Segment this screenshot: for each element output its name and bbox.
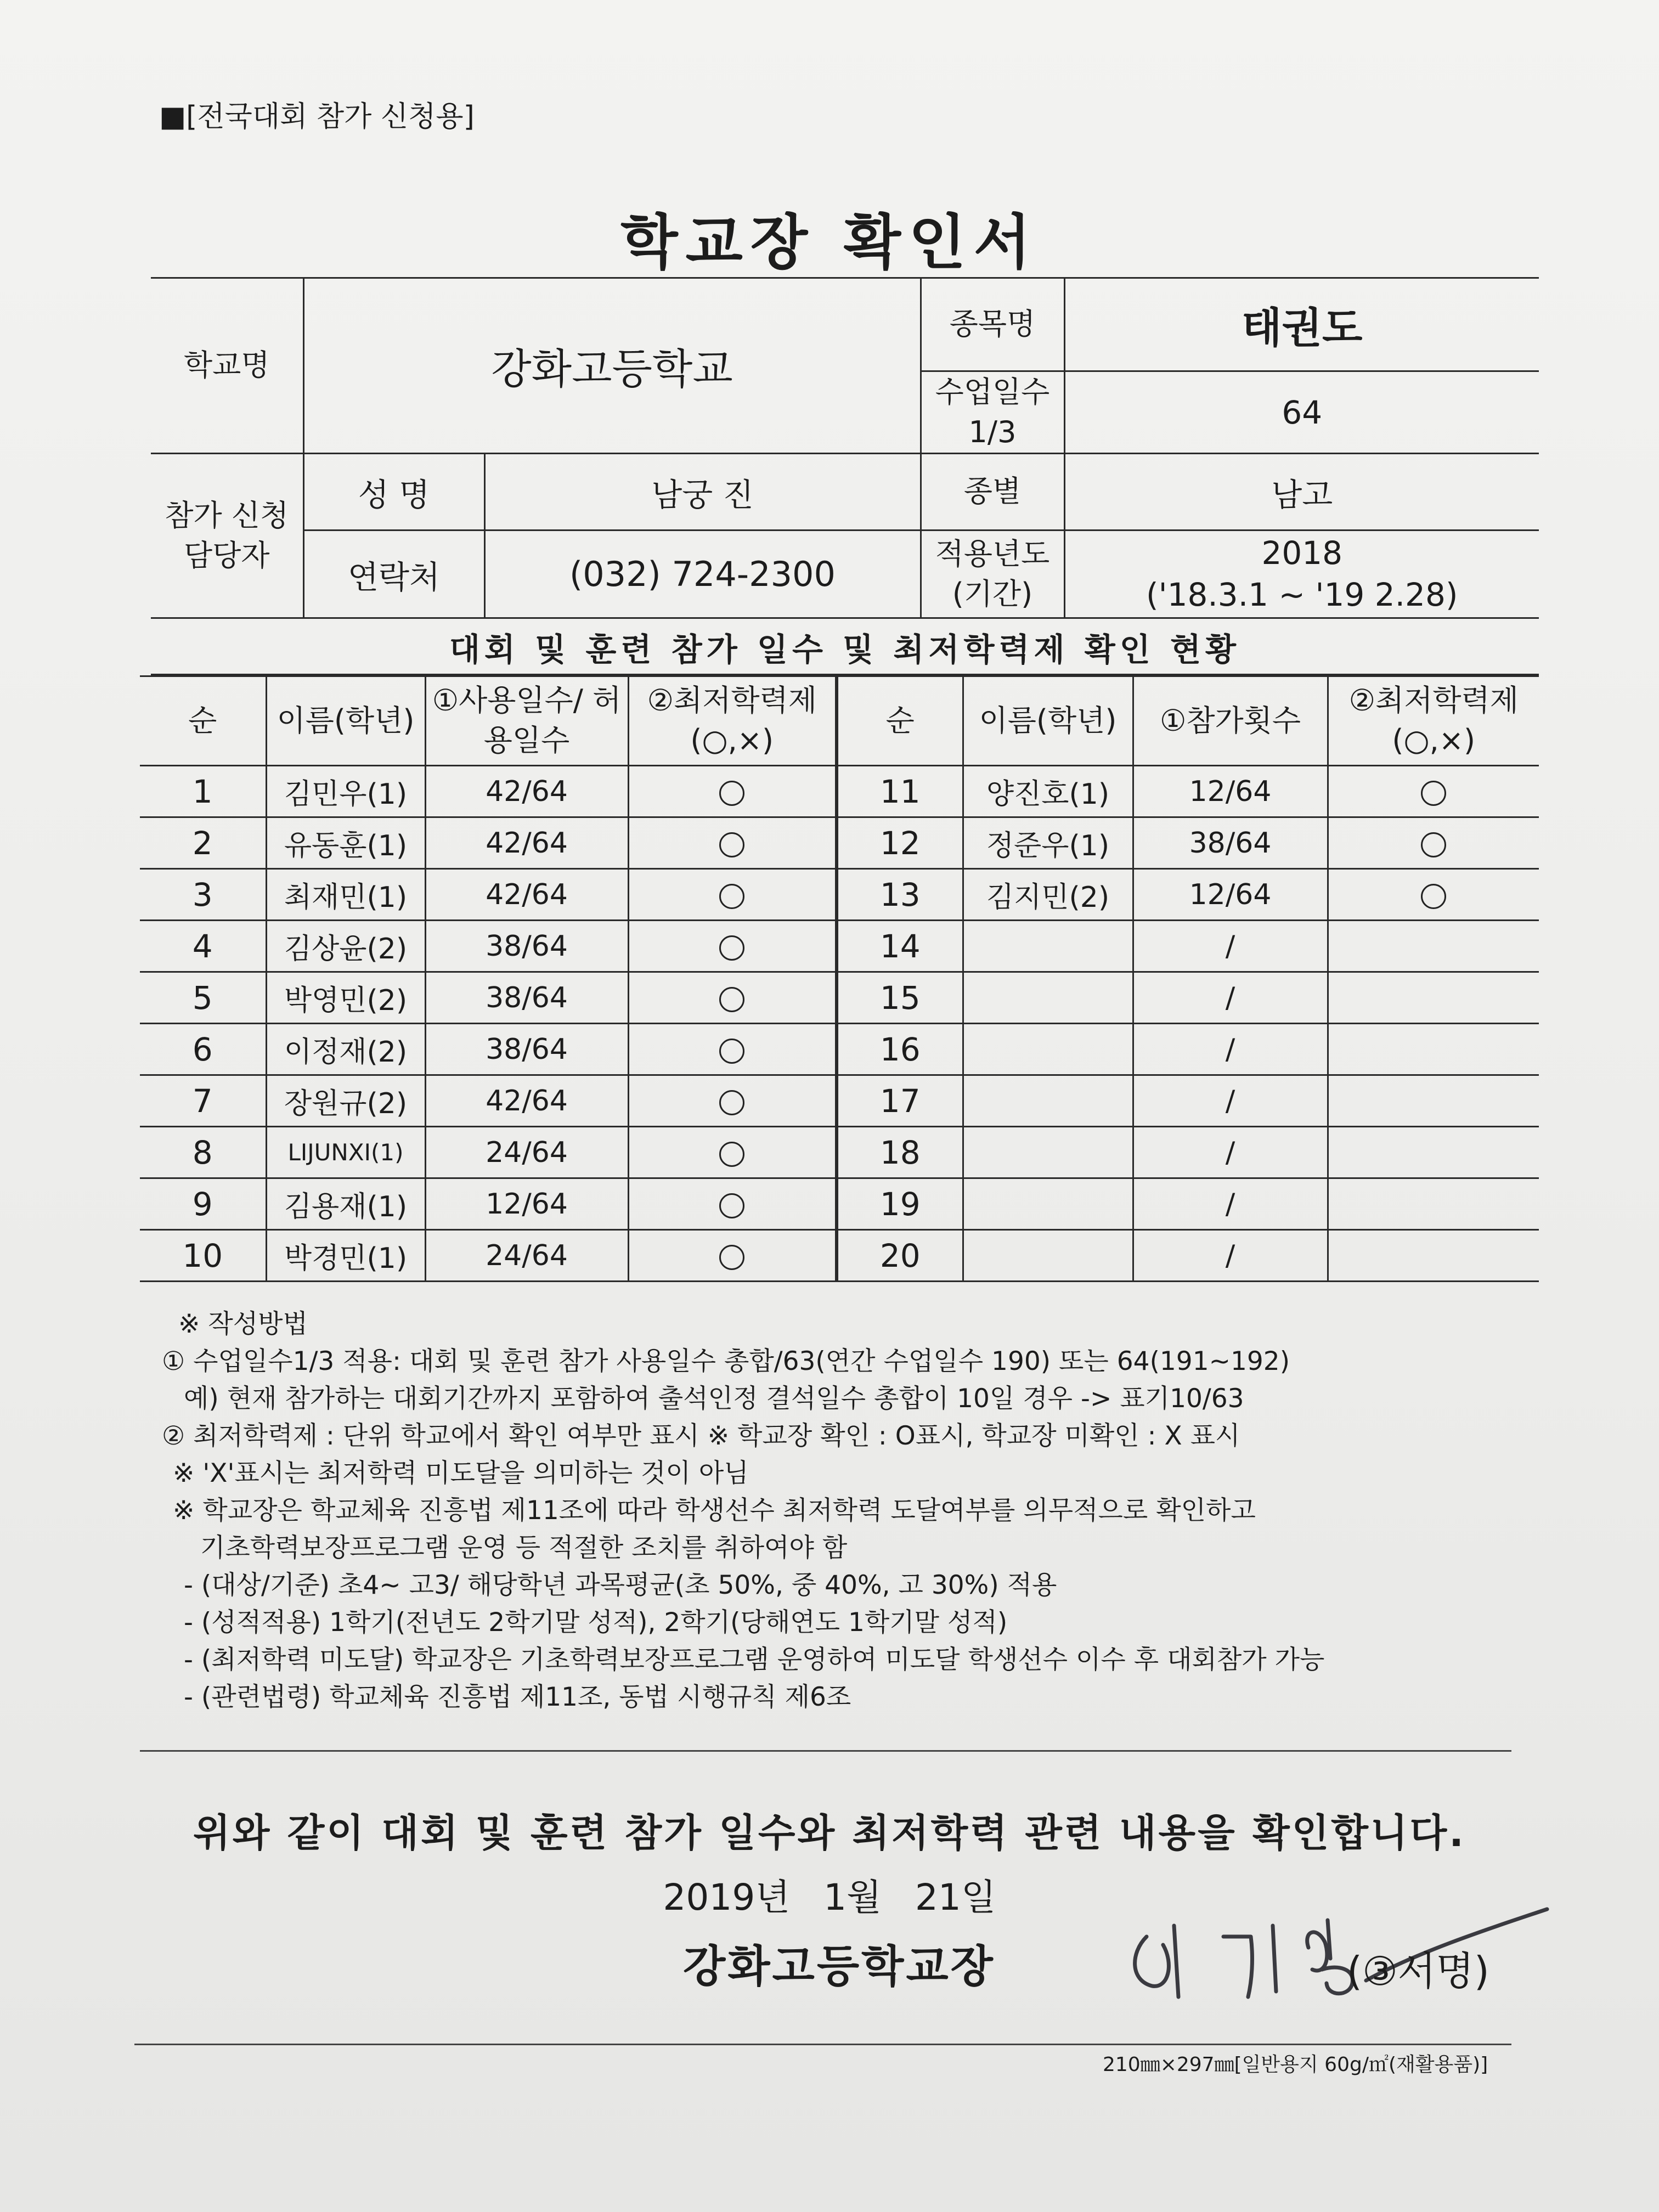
- table-row: [140, 1024, 1539, 1075]
- row-number-cell: 12: [837, 817, 963, 869]
- min-academic-cell: [1328, 1075, 1539, 1127]
- min-academic-cell: [628, 766, 837, 817]
- date-year: 2019년: [663, 1876, 791, 1918]
- row-number-cell: 14: [837, 921, 963, 972]
- circle-mark: [719, 1090, 744, 1115]
- participation-count-cell: /: [1133, 921, 1328, 972]
- circle-mark: [719, 987, 744, 1012]
- student-name-cell: [963, 972, 1133, 1024]
- row-number-cell: 17: [837, 1075, 963, 1127]
- table-row: [140, 1230, 1539, 1282]
- row-number-cell: 9: [140, 1178, 266, 1230]
- row-number-cell: 11: [837, 766, 963, 817]
- school-label: 학교명: [151, 278, 303, 454]
- min-academic-cell: [628, 869, 837, 921]
- note-line: 기초학력보장프로그램 운영 등 적절한 조치를 취하여야 함: [200, 1533, 848, 1563]
- min-academic-cell: [1328, 1178, 1539, 1230]
- header-left-days: ①사용일수/ 허용일수: [425, 676, 628, 766]
- row-number-cell: 6: [140, 1024, 266, 1075]
- note-line: - (성적적용) 1학기(전년도 2학기말 성적), 2학기(당해연도 1학기말 성적): [184, 1607, 1008, 1638]
- event-label: 종목명: [921, 278, 1064, 371]
- student-name-cell: 박영민(2): [266, 972, 425, 1024]
- used-days-cell: 38/64: [425, 972, 628, 1024]
- used-days-cell: 38/64: [425, 1024, 628, 1075]
- note-line: ※ 'X'표시는 최저학력 미도달을 의미하는 것이 아님: [173, 1458, 749, 1488]
- min-academic-cell: [628, 1178, 837, 1230]
- year-cell: [1064, 531, 1539, 618]
- status-title: 대회 및 훈련 참가 일수 및 최저학력제 확인 현황: [151, 625, 1539, 675]
- participation-count-cell: 12/64: [1133, 766, 1328, 817]
- date-day: 21일: [915, 1876, 996, 1918]
- min-academic-cell: [1328, 972, 1539, 1024]
- category-value: 남고: [1064, 454, 1539, 531]
- student-name-cell: LIJUNXI(1): [266, 1127, 425, 1178]
- table-row: [140, 921, 1539, 972]
- row-number-cell: 7: [140, 1075, 266, 1127]
- note-line: ※ 작성방법: [178, 1309, 308, 1339]
- min-academic-cell: [628, 817, 837, 869]
- circle-mark: [1421, 781, 1446, 806]
- circle-mark: [719, 1039, 744, 1064]
- contact-value: (032) 724-2300: [484, 531, 921, 618]
- row-number-cell: 5: [140, 972, 266, 1024]
- student-name-cell: 김상윤(2): [266, 921, 425, 972]
- table-row: [140, 766, 1539, 817]
- student-name-cell: 김지민(2): [963, 869, 1133, 921]
- participation-count-cell: /: [1133, 1024, 1328, 1075]
- header-right-min: ②최저학력제 (○,×): [1328, 676, 1539, 766]
- row-number-cell: 13: [837, 869, 963, 921]
- row-number-cell: 8: [140, 1127, 266, 1178]
- row-number-cell: 19: [837, 1178, 963, 1230]
- name-value: 남궁 진: [484, 454, 921, 531]
- circle-mark: [719, 1142, 744, 1167]
- row-number-cell: 2: [140, 817, 266, 869]
- info-table: [151, 277, 1539, 619]
- header-left-name: 이름(학년): [266, 676, 425, 766]
- note-line: ※ 학교장은 학교체육 진흥법 제11조에 따라 학생선수 최저학력 도달여부를 의무적으로 확인하고: [173, 1496, 1256, 1526]
- student-name-cell: 박경민(1): [266, 1230, 425, 1282]
- class-days-label: 수업일수 1/3: [921, 371, 1064, 454]
- header-left-min: ②최저학력제 (○,×): [628, 676, 837, 766]
- note-line: ② 최저학력제 : 단위 학교에서 확인 여부만 표시 ※ 학교장 확인 : O표시, 학교장 미확인 : X 표시: [162, 1421, 1240, 1451]
- circle-mark: [1421, 832, 1446, 857]
- min-academic-cell: [628, 1230, 837, 1282]
- circle-mark: [719, 781, 744, 806]
- participation-count-cell: /: [1133, 1127, 1328, 1178]
- circle-mark: [719, 1245, 744, 1270]
- table-row: [140, 1075, 1539, 1127]
- table-row: [140, 972, 1539, 1024]
- student-name-cell: 양진호(1): [963, 766, 1133, 817]
- min-academic-cell: [1328, 869, 1539, 921]
- student-name-cell: [963, 1024, 1133, 1075]
- note-line: ① 수업일수1/3 적용: 대회 및 훈련 참가 사용일수 총합/63(연간 수업일수 190) 또는 64(191~192): [162, 1346, 1290, 1376]
- min-academic-cell: [1328, 1024, 1539, 1075]
- table-row: [140, 1127, 1539, 1178]
- row-number-cell: 3: [140, 869, 266, 921]
- used-days-cell: 42/64: [425, 766, 628, 817]
- header-left-no: 순: [140, 676, 266, 766]
- student-name-cell: [963, 1075, 1133, 1127]
- table-header-row: [140, 676, 1539, 766]
- min-academic-cell: [1328, 1127, 1539, 1178]
- date-month: 1월: [823, 1876, 882, 1918]
- header-right-name: 이름(학년): [963, 676, 1133, 766]
- used-days-cell: 42/64: [425, 817, 628, 869]
- form-tag: ■[전국대회 참가 신청용]: [159, 100, 475, 133]
- signature-label: (③서명): [1347, 1948, 1489, 1994]
- contact-label: 연락처: [303, 531, 484, 618]
- header-right-no: 순: [837, 676, 963, 766]
- table-row: [140, 869, 1539, 921]
- event-value: 태권도: [1064, 278, 1539, 371]
- note-line: - (대상/기준) 초4~ 고3/ 해당학년 과목평균(초 50%, 중 40%, 고 30%) 적용: [184, 1570, 1057, 1600]
- student-name-cell: 이정재(2): [266, 1024, 425, 1075]
- circle-mark: [719, 935, 744, 961]
- row-number-cell: 1: [140, 766, 266, 817]
- circle-mark: [719, 1193, 744, 1218]
- student-name-cell: 김용재(1): [266, 1178, 425, 1230]
- participation-count-cell: /: [1133, 972, 1328, 1024]
- notes-section: [162, 1306, 1533, 1716]
- period-value: ('18.3.1 ~ '19 2.28): [1146, 575, 1458, 613]
- participation-count-cell: 12/64: [1133, 869, 1328, 921]
- student-name-cell: [963, 1127, 1133, 1178]
- confirmation-text: 위와 같이 대회 및 훈련 참가 일수와 최저학력 관련 내용을 확인합니다.: [193, 1810, 1466, 1855]
- class-days-value: 64: [1064, 371, 1539, 454]
- used-days-cell: 24/64: [425, 1230, 628, 1282]
- participation-count-cell: 38/64: [1133, 817, 1328, 869]
- paper-spec-footer: 210㎜×297㎜[일반용지 60g/㎡(재활용품)]: [1103, 2053, 1488, 2076]
- document-title: 학교장 확인서: [620, 208, 1039, 277]
- used-days-cell: 38/64: [425, 921, 628, 972]
- min-academic-cell: [628, 1075, 837, 1127]
- student-name-cell: [963, 1178, 1133, 1230]
- min-academic-cell: [1328, 766, 1539, 817]
- note-line: 예) 현재 참가하는 대회기간까지 포함하여 출석인정 결석일수 총합이 10일 경우 -> 표기10/63: [184, 1384, 1244, 1414]
- table-row: [140, 1178, 1539, 1230]
- student-name-cell: 정준우(1): [963, 817, 1133, 869]
- principal-title: 강화고등학교장: [683, 1941, 995, 1992]
- min-academic-cell: [628, 1024, 837, 1075]
- participation-count-cell: /: [1133, 1178, 1328, 1230]
- row-number-cell: 16: [837, 1024, 963, 1075]
- year-label: 적용년도 (기간): [921, 531, 1064, 618]
- used-days-cell: 42/64: [425, 1075, 628, 1127]
- min-academic-cell: [628, 972, 837, 1024]
- min-academic-cell: [1328, 817, 1539, 869]
- min-academic-cell: [628, 1127, 837, 1178]
- min-academic-cell: [1328, 1230, 1539, 1282]
- used-days-cell: 12/64: [425, 1178, 628, 1230]
- circle-mark: [719, 884, 744, 909]
- header-right-count: ①참가횟수: [1133, 676, 1328, 766]
- divider: [134, 2044, 1511, 2045]
- category-label: 종별: [921, 454, 1064, 531]
- min-academic-cell: [1328, 921, 1539, 972]
- student-name-cell: 김민우(1): [266, 766, 425, 817]
- row-number-cell: 10: [140, 1230, 266, 1282]
- student-name-cell: 최재민(1): [266, 869, 425, 921]
- note-line: - (관련법령) 학교체육 진흥법 제11조, 동법 시행규칙 제6조: [184, 1682, 851, 1712]
- min-academic-cell: [628, 921, 837, 972]
- student-name-cell: 장원규(2): [266, 1075, 425, 1127]
- student-name-cell: [963, 1230, 1133, 1282]
- participation-count-cell: /: [1133, 1230, 1328, 1282]
- status-table: [140, 675, 1539, 1282]
- note-line: - (최저학력 미도달) 학교장은 기초학력보장프로그램 운영하여 미도달 학생선수 이수 후 대회참가 가능: [184, 1645, 1325, 1675]
- year-value: 2018: [1261, 534, 1343, 572]
- row-number-cell: 18: [837, 1127, 963, 1178]
- divider: [140, 1750, 1511, 1752]
- row-number-cell: 15: [837, 972, 963, 1024]
- student-name-cell: [963, 921, 1133, 972]
- student-name-cell: 유동훈(1): [266, 817, 425, 869]
- applicant-label: 참가 신청 담당자: [151, 454, 303, 618]
- row-number-cell: 4: [140, 921, 266, 972]
- used-days-cell: 42/64: [425, 869, 628, 921]
- circle-mark: [719, 832, 744, 857]
- used-days-cell: 24/64: [425, 1127, 628, 1178]
- table-row: [140, 817, 1539, 869]
- row-number-cell: 20: [837, 1230, 963, 1282]
- name-label: 성 명: [303, 454, 484, 531]
- participation-count-cell: /: [1133, 1075, 1328, 1127]
- school-value: 강화고등학교: [303, 278, 921, 454]
- handwritten-signature: [1108, 1887, 1558, 2019]
- circle-mark: [1421, 884, 1446, 909]
